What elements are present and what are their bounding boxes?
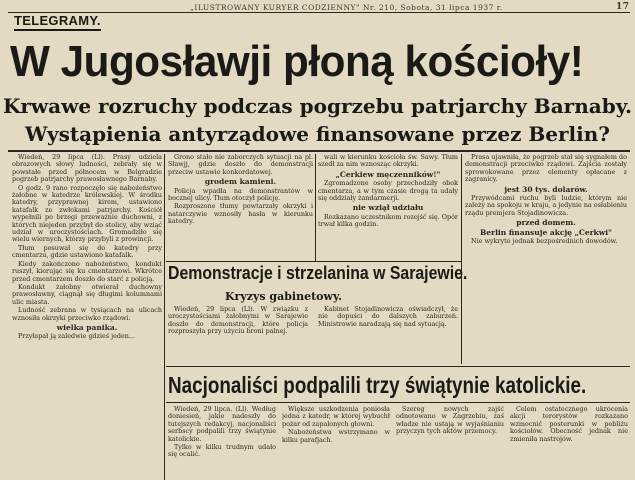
col1-paragraph: Ludność zebrana w tysiącach na ulicach wznosiła okrzyki przeciwko rządowi. xyxy=(12,306,162,322)
box2-bottom-rule xyxy=(166,402,630,403)
col3-subheading: nie wziął udziału xyxy=(352,203,424,213)
col4-paragraph: Prasa ujawniła, że pogrzeb stał się sygnałem do demonstracji przeciwko rządowi. Zajścia zostały sprowokowane przez elementy opłacane z zagranicy. xyxy=(465,154,627,184)
box1-column-b xyxy=(318,306,458,364)
col4-paragraph: Przywódcami ruchu byli ludzie, którym nie zależy na spokoju w kraju, a jedynie na osłabieniu rządu premjera Stojadinowicza. xyxy=(465,194,627,217)
col2-subheading: grodem kamieni. xyxy=(204,177,277,187)
col1-paragraph: O godz. 9 rano rozpoczęło się nabożeństwo żałobne w katedrze królewskiej. W środku katedry, przyprawnej kirem, ustawiono katafalk ze zwłokami patrjarchy. Kościół wypełnili po brzegi przeważnie duchowni, z których niejeden przybył do stolicy, aby wziąć udział w uroczystościach. Gromadziło się wielu wiernych, którzy przybyli z prowincji. xyxy=(12,183,162,244)
masthead-text: „ILUSTROWANY KURYER CODZIENNY" Nr. 210, Sobota, 31 lipca 1937 r. xyxy=(190,3,503,12)
subheadline-2: Wystąpienia antyrządowe finansowane przez Berlin? xyxy=(24,122,611,146)
article-column-3 xyxy=(318,154,458,262)
col2-paragraph: Rozproszone tłumy powtarzały okrzyki i natarczywie wznosiły hasła w kierunku katedry. xyxy=(168,202,313,226)
article-column-1 xyxy=(12,154,162,480)
col2-paragraph: Grono stało nie zaborczych sytuacji na pl. Sławjj, gdzie doszło do demonstracji przeciw ustawie konkordatowej. xyxy=(168,154,313,176)
section-tag: TELEGRAMY. xyxy=(14,13,101,31)
col4-paragraph: Nie wykryto jednak bezpośrednich dowodów. xyxy=(471,237,618,246)
col4-subheading: przed domem. xyxy=(516,218,576,228)
col1-paragraph: Przyłapał ją zaledwie gdzieś jeden... xyxy=(18,332,135,341)
box2-paragraph: Nabożeństwa wstrzymano w kilku parafjach. xyxy=(282,428,390,444)
box2-paragraph: Szereg nowych zajść odnotowano w Zagrzebiu, zaś władze nie ustają w wyjaśnianiu przyczyn tych aktów przemocy. xyxy=(396,406,504,436)
col4-subheading: Berlin finansuje akcję „Cerkwi" xyxy=(480,227,612,237)
box2-paragraph: Celem ostatecznego ukrócenia akcji terorystów rozkazano wzmocnić posterunki w pobliżu kościołów. Obecność jednak nie zmieniła nastrojów. xyxy=(510,406,628,443)
box2-paragraph: Większe uszkodzenia poniosła jedna z katedr, w której wybuchł pożar od zapalonych głowni. xyxy=(282,406,390,428)
col1-paragraph: Tłum posuwał się do katedry przy cmentarzu, gdzie ustawiono katafalk. xyxy=(12,243,162,260)
col1-paragraph: Kondukt żałobny otwierał duchowny prawosławny, ciągnął się długimi kolumnami ulic miasta. xyxy=(12,282,162,306)
headline-rule xyxy=(8,150,630,152)
main-headline: W Jugosławji płoną kościoły! xyxy=(10,37,584,86)
box2-paragraph: Tylko w kilku trudnym udało się ocalić. xyxy=(168,443,276,459)
col3-paragraph: wali w kierunku kościoła św. Sawy. Tłum szedł za nim wznosząc okrzyki. xyxy=(318,154,458,169)
box1-top-rule xyxy=(166,261,461,262)
box2-column-d xyxy=(510,406,628,480)
col-divider-3 xyxy=(461,154,462,364)
top-rule xyxy=(8,12,630,13)
col1-paragraph: Kiedy zakończono nabożeństwo, kondukt ruszył, kierując się ku cmentarzowi. Wkrótce przed cmentarzem doszło do starć z policją. xyxy=(12,259,162,283)
article-column-2 xyxy=(168,154,313,262)
col1-paragraph: Wiedeń, 29 lipca (Ll). Prasy udziela obrazowych słowy ludności, zebrały się w powstałe przed północem w Belgradzie pogrzeb patrjarchy prawosławnego Barnaby. xyxy=(12,154,162,184)
subheadline-1: Krwawe rozruchy podczas pogrzebu patrjarchy Barnaby. xyxy=(3,94,632,118)
box1-subheadline: Kryzys gabinetowy. xyxy=(225,290,342,303)
col-divider-1 xyxy=(164,154,165,480)
page-number: 17 xyxy=(616,2,630,12)
box2-column-b xyxy=(282,406,390,480)
article-column-4 xyxy=(465,154,627,362)
col3-paragraph: Zgromadzone osoby przechodziły obok cmentarza, a w tym czasie drogą ta udały się oddziały żandarmerji. xyxy=(318,179,458,203)
box1-headline: Demonstracje i strzelanina w Sarajewie. xyxy=(168,263,468,283)
box1-column-a xyxy=(168,306,308,364)
col2-paragraph: Policja wpadła na demonstrantów w bocznej ulicy. Tłum otoczył policję. xyxy=(168,186,313,203)
box2-column-c xyxy=(396,406,504,480)
box1-paragraph: Wiedeń, 29 lipca (Ll). W związku z uroczystościami żałobnymi w Sarajewie doszło do demonstracji, które policja rozproszyła przy użyciu broni palnej. xyxy=(168,306,308,336)
box2-headline: Nacjonaliści podpalili trzy świątynie katolickie. xyxy=(168,372,587,398)
col4-subheading: jest 30 tys. dolarów. xyxy=(504,184,588,194)
box2-top-rule xyxy=(166,366,630,367)
col3-subheading: „Cerkiew męczenników!" xyxy=(335,169,441,179)
col-divider-2 xyxy=(315,154,316,262)
box2-column-a xyxy=(168,406,276,480)
col1-subheading: wielka panika. xyxy=(56,322,118,332)
box2-paragraph: Wiedeń, 29 lipca. (Ll). Według doniesień, jakie nadeszły do tutejszych redakcyj, nacjonaliści serbscy podpalili trzy świątynie katolickie. xyxy=(168,406,276,443)
box1-paragraph: Kabinet Stojadinowicza oświadczył, że nie dopuści do dalszych zaburzeń. Ministrowie naradzają się nad sytuacją. xyxy=(318,306,458,328)
col3-paragraph: Rozkazano uczestnikom rozejść się. Opór trwał kilka godzin. xyxy=(318,212,458,229)
